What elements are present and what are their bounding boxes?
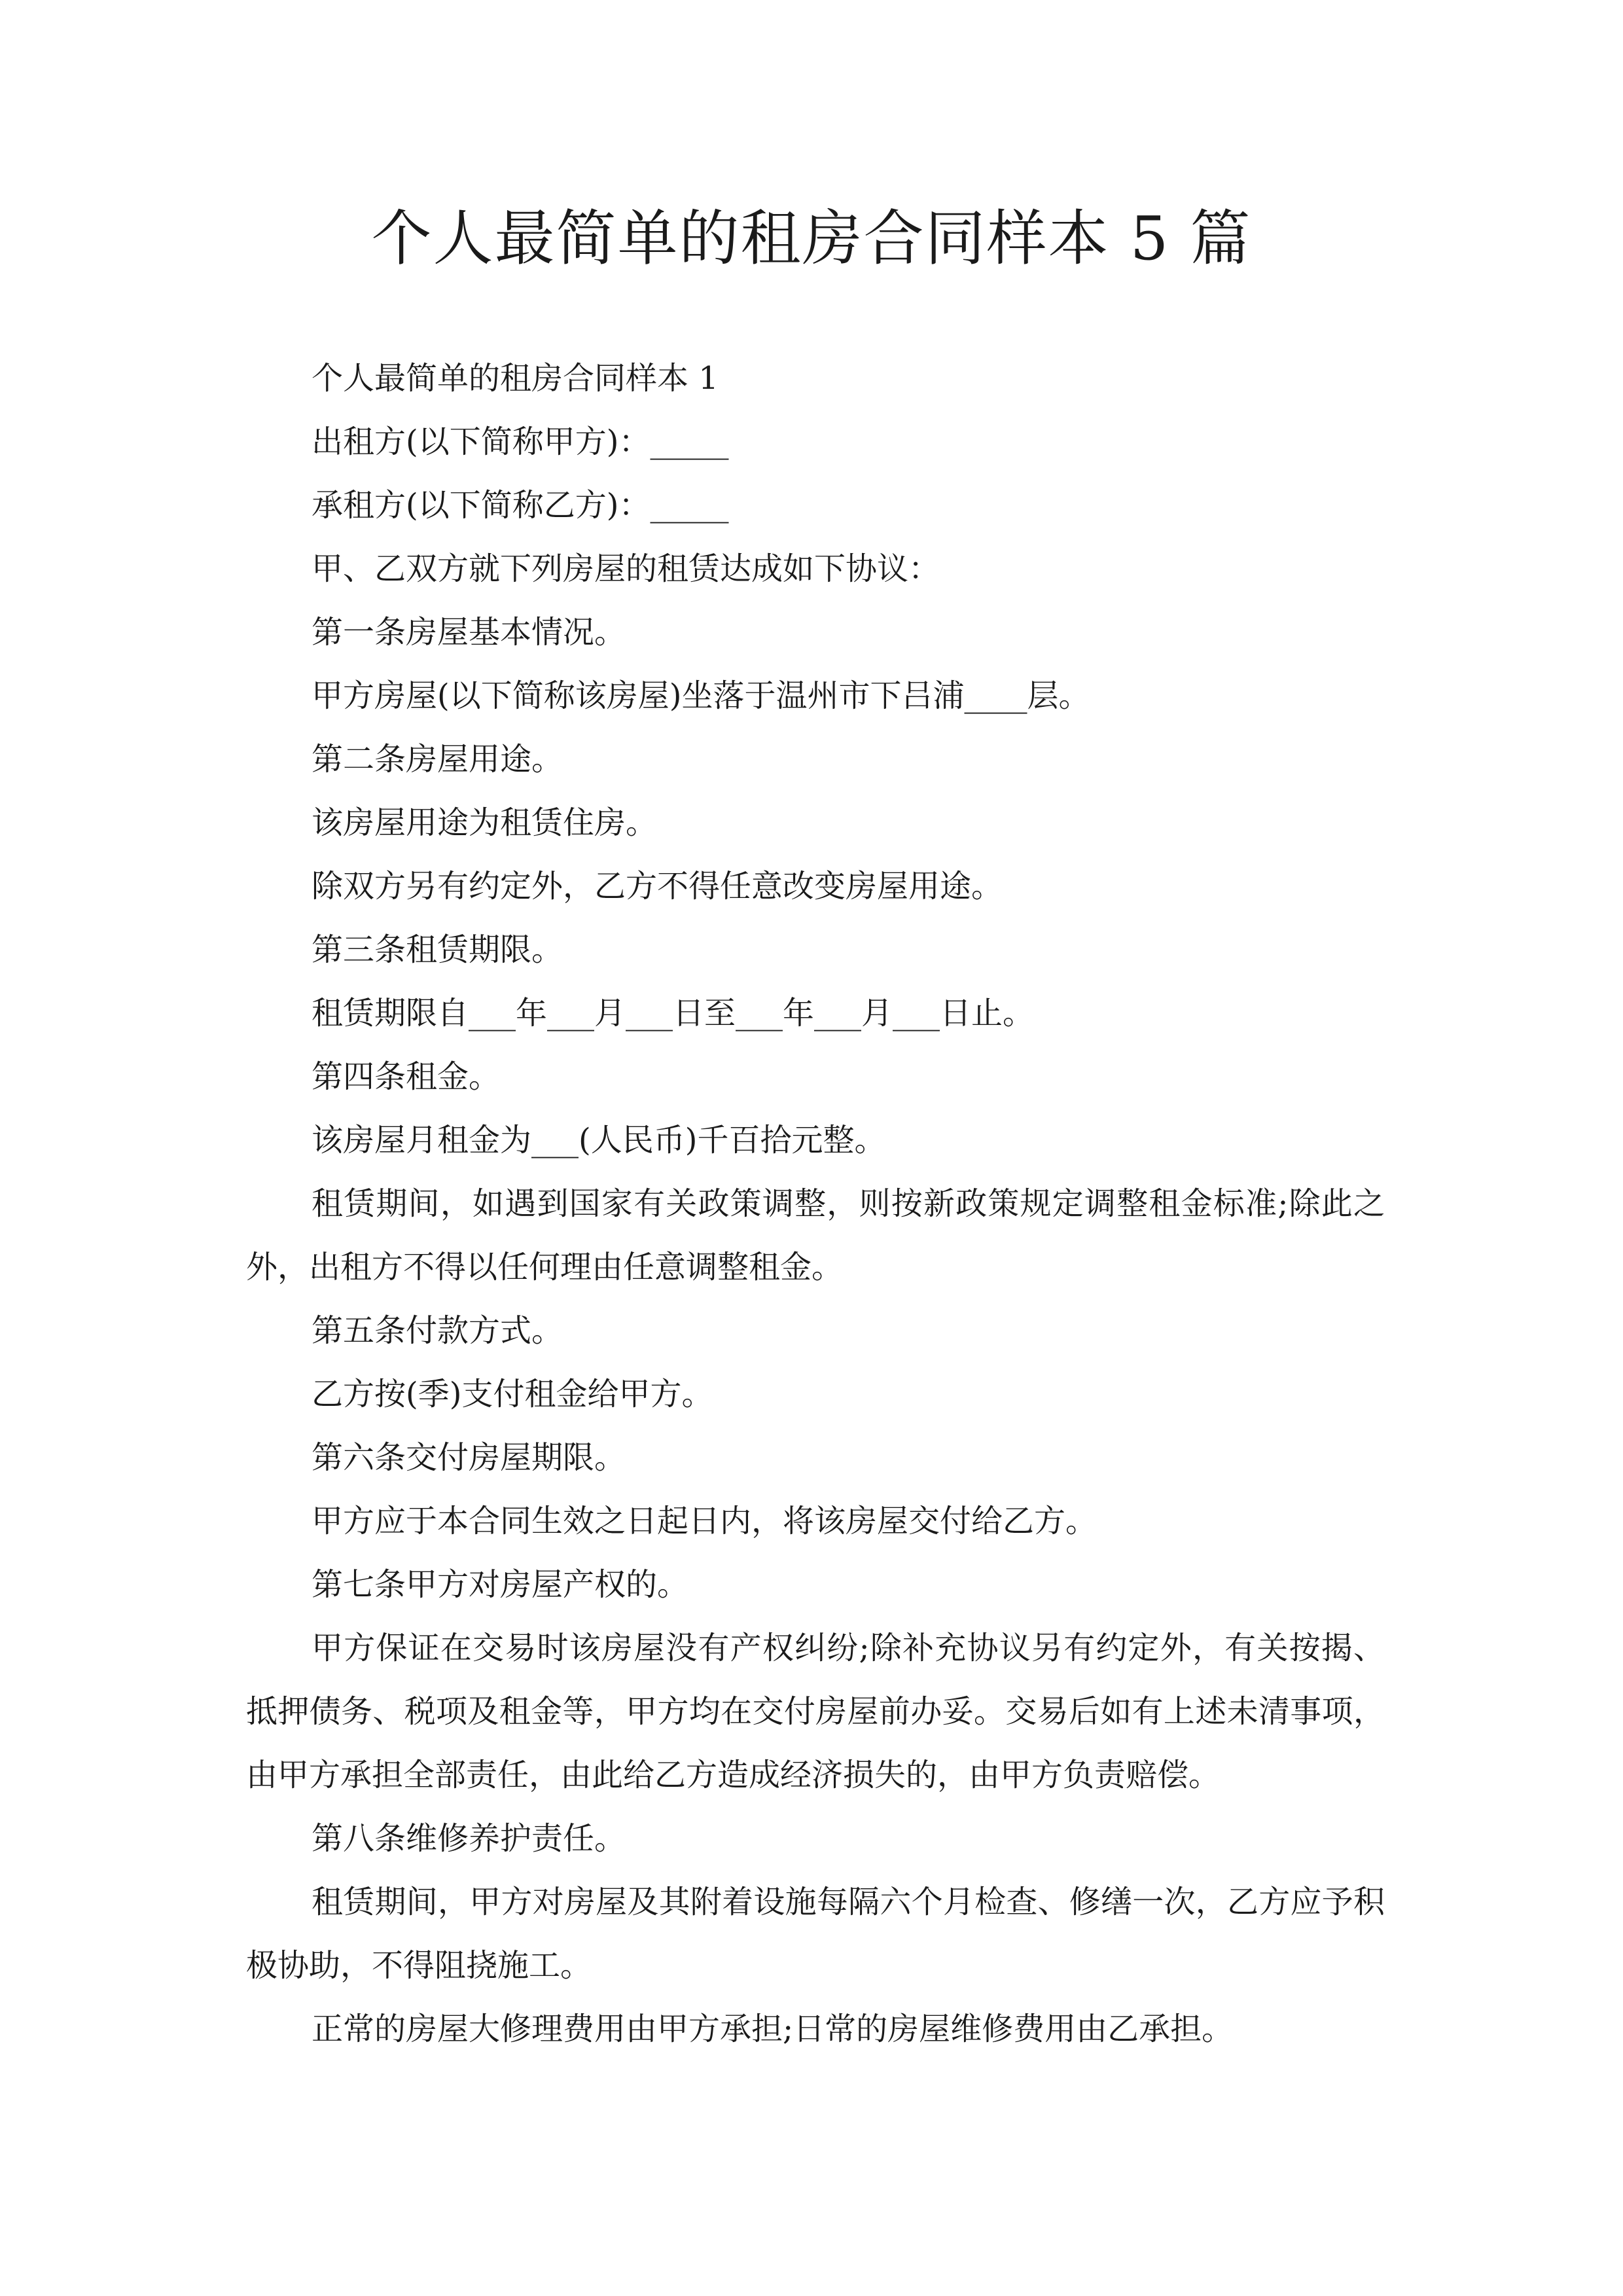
article-5-heading: 第五条付款方式。	[312, 1312, 563, 1349]
article-1-heading: 第一条房屋基本情况。	[312, 614, 626, 651]
agreement-intro: 甲、乙双方就下列房屋的租赁达成如下协议：	[312, 550, 940, 587]
article-3-text: 租赁期限自___年___月___日至___年___月___日止。	[312, 995, 1035, 1031]
article-2-text-1: 该房屋用途为租赁住房。	[312, 804, 658, 841]
document-title: 个人最简单的租房合同样本 5 篇	[371, 204, 1252, 274]
section-heading: 个人最简单的租房合同样本 1	[312, 360, 719, 397]
article-8-text-1: 租赁期间，甲方对房屋及其附着设施每隔六个月检查、修缮一次，乙方应予积极协助，不得阻挠施工。	[246, 1884, 1385, 1984]
article-4-text-1: 该房屋月租金为___(人民币)千百拾元整。	[312, 1122, 886, 1158]
article-2-heading: 第二条房屋用途。	[312, 741, 563, 778]
article-4-text-2: 租赁期间，如遇到国家有关政策调整，则按新政策规定调整租金标准;除此之外，出租方不得以任何理由任意调整租金。	[246, 1185, 1385, 1285]
article-4-heading: 第四条租金。	[312, 1058, 501, 1095]
article-6-text: 甲方应于本合同生效之日起日内，将该房屋交付给乙方。	[312, 1503, 1097, 1539]
article-1-text: 甲方房屋(以下简称该房屋)坐落于温州市下吕浦____层。	[312, 677, 1090, 714]
article-7-heading: 第七条甲方对房屋产权的。	[312, 1566, 689, 1603]
article-7-text: 甲方保证在交易时该房屋没有产权纠纷;除补充协议另有约定外，有关按揭、抵押债务、税项及租金等，甲方均在交付房屋前办妥。交易后如有上述未清事项，由甲方承担全部责任，由此给乙方造成经济损失的，由甲方负责赔偿。	[246, 1630, 1385, 1793]
article-2-text-2: 除双方另有约定外，乙方不得任意改变房屋用途。	[312, 868, 1003, 905]
article-6-heading: 第六条交付房屋期限。	[312, 1439, 626, 1476]
article-3-heading: 第三条租赁期限。	[312, 931, 563, 968]
article-8-text-2: 正常的房屋大修理费用由甲方承担;日常的房屋维修费用由乙承担。	[312, 2011, 1234, 2047]
article-8-heading: 第八条维修养护责任。	[312, 1820, 626, 1857]
lessee-line: 承租方(以下简称乙方)：_____	[312, 487, 729, 524]
document-body	[246, 347, 1385, 2061]
article-5-text: 乙方按(季)支付租金给甲方。	[312, 1376, 713, 1412]
lessor-line: 出租方(以下简称甲方)：_____	[312, 423, 729, 460]
